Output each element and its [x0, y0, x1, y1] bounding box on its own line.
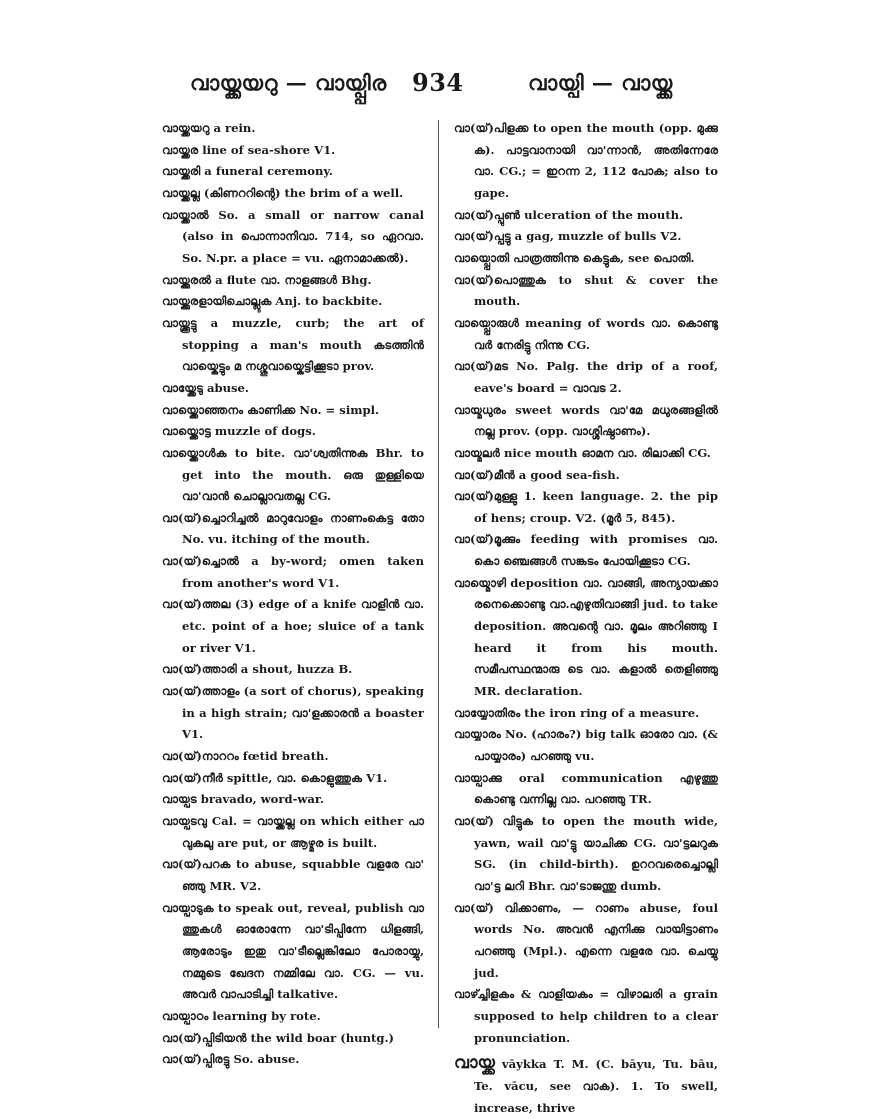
entry: വായ്ക്കൂട്ടു a muzzle, curb; the art of stopping a man's mouth കടത്തിൻ വായ്കെട്ടും മ നശ്ശുവായ്കെട്ടിക്കൂടാ prov. — [162, 315, 424, 374]
entry: വായ്പാടുക to speak out, reveal, publish വാ ത്തുകൾ ഓരോന്നേ വാ'ടിപ്പിന്നേ ധിളങ്ങി, ആരോടും ഇതു വാ'ടീല്ലെങ്കിലോ പോരായ്യു, നമ്മുടെ ഖേദന നമ്മിലേ വാ. CG. — vu. അവർ വാപാടിച്ചി talkative. — [162, 900, 424, 1002]
entry: വാ(യ്) വിട്ടുക to open the mouth wide, yawn, wail വാ'ട്ടു യാചിക്ക CG. വാ'ട്ടലറുക SG. (in child-birth). ഉററവരെച്ചൊല്ലി വാ'ട്ട ലറി Bhr. വാ'ടാജന്തു dumb. — [454, 814, 718, 893]
entry: വാ(യ്)മുള്ളു 1. keen language. 2. the pip of hens; croup. V2. (മൂർ 5, 845). — [454, 489, 718, 525]
entry: വായ്ക്കൊട്ട muzzle of dogs. — [162, 424, 316, 439]
entry: വായ്പടവു Cal. = വായ്ക്കല്ല on which either പാ വുകലു are put, or ആഴ്മര is built. — [162, 814, 424, 850]
entry: വായ്മലർ nice mouth ഓമന വാ. രിലാക്കി CG. — [454, 445, 711, 460]
entry: വാ(യ്)മട No. Palg. the drip of a roof, eave's board = വാവട 2. — [454, 359, 718, 395]
entry: വാ(യ്)നാററം fœtid breath. — [162, 749, 329, 764]
entry: വായ്ക്കുരളായിചൊല്ലുക Anj. to backbite. — [162, 294, 383, 309]
entry: വായ്ക്കയറു a rein. — [162, 121, 256, 135]
entry: വാ(യ്) വിക്കാണം, — റാണം abuse, foul words No. അവൻ എനിക്കു വായിട്ടാണം പറഞ്ഞു (Mpl.). എന്നെ വളരേ വാ. ചെയ്യു jud. — [454, 900, 718, 980]
entry: വാ(യ്)ച്ചൊൽ a by-word; omen taken from another's word V1. — [162, 554, 424, 590]
right-column — [454, 118, 718, 1119]
entry: വാ(യ്)ത്താളം (a sort of chorus), speaking in a high strain; വാ'ളക്കാരൻ a boaster V1. — [162, 684, 424, 742]
entry: വാ(യ്)പൊത്തുക to shut & cover the mouth. — [454, 272, 718, 309]
main-headword: വായ്ക്ക — [454, 1053, 495, 1074]
entry: വായ്ക്കരി a funeral ceremony. — [162, 164, 333, 179]
header-right-guideword: വായ്പി — വായ്ക്ക — [528, 70, 673, 95]
entry: വായ്ക്കൊഞ്ഞനം കാണിക്ക No. = simpl. — [162, 402, 380, 417]
entry: വായ്പ്പൊരുൾ meaning of words വാ. കൊണ്ടു വർ നേരിട്ടു നിന്നു CG. — [454, 315, 718, 352]
entry: വാ(യ്)മീൻ a good sea-fish. — [454, 467, 620, 482]
entry: വായ്ക്കേടു abuse. — [162, 380, 249, 395]
page-number: 934 — [412, 68, 464, 97]
entry: വായ്പാഠം learning by rote. — [162, 1008, 321, 1023]
entry: വാ(യ്)പ്പിരട്ടു So. abuse. — [162, 1052, 300, 1067]
entry: വായ്ക്കുരൽ a flute വാ. നാളങ്ങൾ Bhg. — [162, 272, 372, 287]
main-entry-text: vāykka T. M. (C. bāyu, Tu. bāu, Te. vācu, see വാക). 1. To swell, increase, thrive — [474, 1057, 718, 1115]
entry: വാ(യ്)പ്പുൺ ulceration of the mouth. — [454, 207, 684, 222]
entry: വാ(യ്)പറക to abuse, squabble വളരേ വാ' ഞ്ഞു MR. V2. — [162, 857, 424, 893]
entry: വായ്ക്കാൽ So. a small or narrow canal (also in പൊന്നാനിവാ. 714, so ഏറവാ. So. N.pr. a place = vu. ഏനാമാക്കൽ). — [162, 207, 424, 265]
entry: വായ്മധുരം sweet words വാ'മേ മധുരങ്ങളിൽ നല്ല prov. (opp. വാശ്ശിഷ്ഠാണം). — [454, 402, 718, 439]
main-entry-vaykka — [454, 1053, 718, 1119]
entry: വാ(യ്)ച്ചൊറിച്ചൽ മാറുവോളം നാണംകെട്ട തോ No. vu. itching of the mouth. — [162, 510, 424, 547]
entry: വാഴ്ച്ചിളകം & വാളിയകം = വിഴാലരി a grain supposed to help children to a clear pronunciation. — [454, 987, 718, 1045]
entry: വായ്യാരം No. (ഹാരം?) big talk ഓരോ വാ. (& പായ്യാരം) പറഞ്ഞു vu. — [454, 727, 718, 764]
entry: വാ(യ്)പ്പട്ടു a gag, muzzle of bulls V2. — [454, 229, 682, 244]
entry: വായ്യോതിരം the iron ring of a measure. — [454, 705, 700, 720]
entry: വായ്പ്പൊതി പാത്രത്തിന്നു കെട്ടുക, see പൊതി. — [454, 250, 695, 265]
left-column — [162, 118, 424, 1071]
entry: വായ്മൊഴി deposition വാ. വാങ്ങി, അന്യായക്കാ രനെക്കൊണ്ടു വാ.എഴുതിവാങ്ങി jud. to take deposition. അവന്റെ വാ. മൂലം അറിഞ്ഞു I heard it from his mouth. സമീപസ്ഥന്മാരു ടെ വാ. കളാൽ തെളിഞ്ഞു MR. declaration. — [454, 575, 718, 699]
entry: വാ(യ്)പിളക്ക to open the mouth (opp. മുക്കു ക). പാട്ടവാനായി വാ'ന്നാൻ, അതിന്നേരേ വാ. CG.; = ഇറന്ന 2, 112 പോക; also to gape. — [454, 121, 718, 200]
entry: വാ(യ്)ത്തല (3) edge of a knife വാളിൻ വാ. etc. point of a hoe; sluice of a tank or river V1. — [162, 597, 424, 655]
entry: വായ്ക്കൊൾക to bite. വാ'ശ്വതിന്നുക Bhr. to get into the mouth. ഒരു തുള്ളിയെ വാ'വാൻ ചൊല്ലാവതല്ല CG. — [162, 445, 424, 504]
entry: വായ്ക്കര line of sea-shore V1. — [162, 142, 336, 157]
entry: വായ്പാക്കു oral communication എഴുത്തു കൊണ്ടു വന്നില്ല വാ. പറഞ്ഞു TR. — [454, 770, 718, 807]
header-left-guideword: വായ്ക്കയറു — വായ്പ്പിര — [190, 70, 387, 95]
entry: വാ(യ്)മൂക്കും feeding with promises വാ. കൊ ഞ്ചെങ്ങൾ സങ്കടം പോയിക്കൂടാ CG. — [454, 532, 718, 569]
entry: വായ്ക്കല്ല (കിണററിന്റെ) the brim of a well. — [162, 185, 404, 200]
entry: വാ(യ്)ത്താരി a shout, huzza B. — [162, 662, 353, 677]
entry: വാ(യ്)നീർ spittle, വാ. കൊളുത്തുക V1. — [162, 770, 388, 785]
column-divider — [438, 120, 439, 1028]
entry: വാ(യ്)പ്പിടിയൻ the wild boar (huntg.) — [162, 1030, 395, 1045]
entry: വായ്പട bravado, word-war. — [162, 792, 324, 807]
